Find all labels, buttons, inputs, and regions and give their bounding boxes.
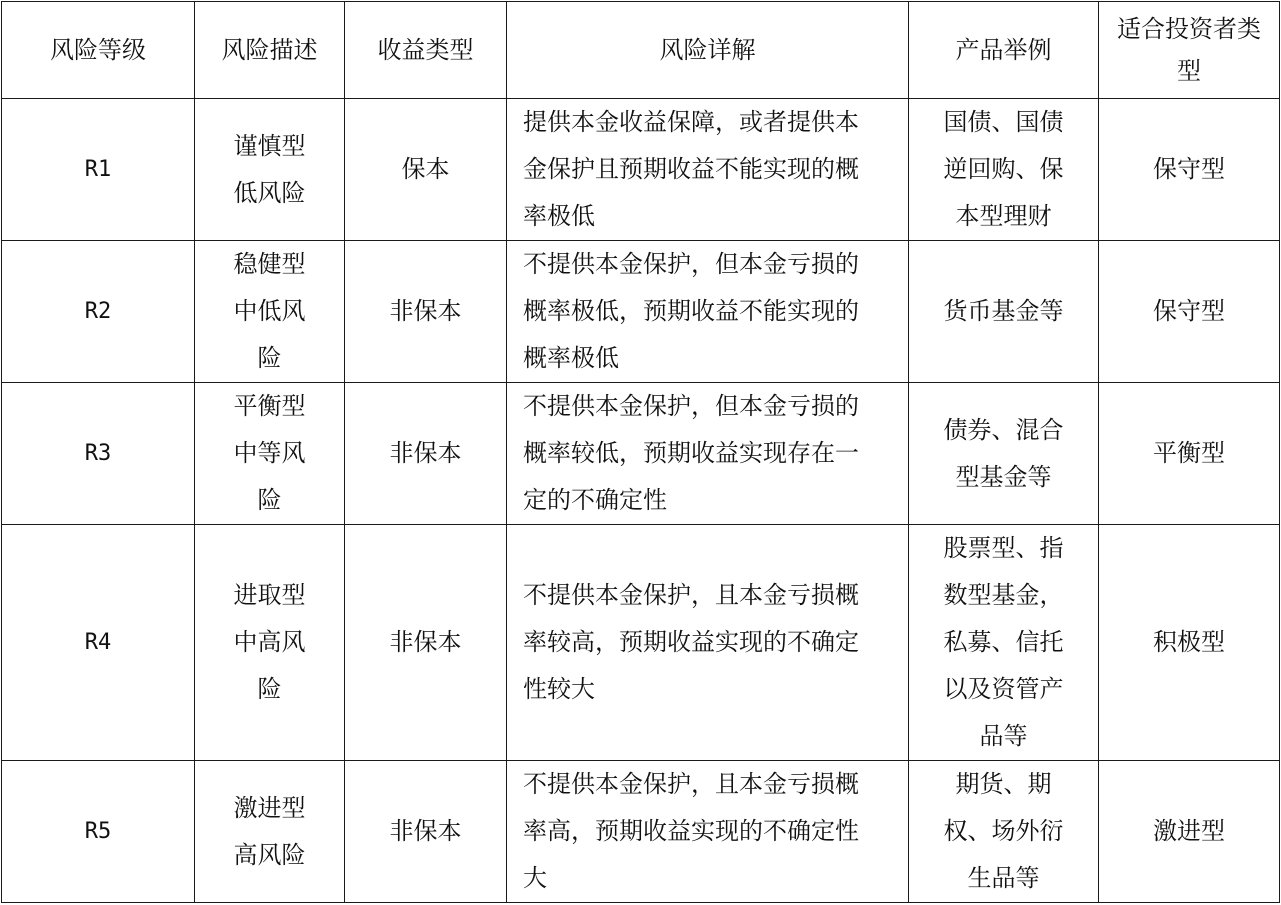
risk-description-cell: 激进型高风险	[195, 761, 345, 903]
investor-type-cell: 激进型	[1099, 761, 1280, 903]
table-row	[2, 99, 1280, 241]
risk-level-table	[1, 1, 1280, 903]
risk-description-cell: 谨慎型低风险	[195, 99, 345, 241]
risk-detail-cell: 不提供本金保护，且本金亏损概率高，预期收益实现的不确定性大	[507, 761, 909, 903]
table-row	[2, 383, 1280, 525]
header-risk-description: 风险描述	[195, 2, 345, 99]
investor-type-cell: 保守型	[1099, 241, 1280, 383]
risk-detail-cell: 不提供本金保护，但本金亏损的概率较低，预期收益实现存在一定的不确定性	[507, 383, 909, 525]
return-type-cell: 非保本	[345, 761, 507, 903]
risk-description-cell: 稳健型中低风险	[195, 241, 345, 383]
product-examples-cell: 国债、国债逆回购、保本型理财	[909, 99, 1099, 241]
table-row	[2, 525, 1280, 761]
risk-level-cell: R2	[2, 241, 195, 383]
investor-type-cell: 平衡型	[1099, 383, 1280, 525]
risk-level-cell: R1	[2, 99, 195, 241]
table-header-row	[2, 2, 1280, 99]
investor-type-cell: 积极型	[1099, 525, 1280, 761]
risk-detail-cell: 提供本金收益保障，或者提供本金保护且预期收益不能实现的概率极低	[507, 99, 909, 241]
header-return-type: 收益类型	[345, 2, 507, 99]
header-product-examples: 产品举例	[909, 2, 1099, 99]
table-row	[2, 761, 1280, 903]
product-examples-cell: 期货、期权、场外衍生品等	[909, 761, 1099, 903]
return-type-cell: 非保本	[345, 241, 507, 383]
risk-level-cell: R5	[2, 761, 195, 903]
risk-level-cell: R3	[2, 383, 195, 525]
return-type-cell: 保本	[345, 99, 507, 241]
product-examples-cell: 股票型、指数型基金，私募、信托以及资管产品等	[909, 525, 1099, 761]
risk-description-cell: 平衡型中等风险	[195, 383, 345, 525]
product-examples-cell: 债券、混合型基金等	[909, 383, 1099, 525]
investor-type-cell: 保守型	[1099, 99, 1280, 241]
risk-description-cell: 进取型中高风险	[195, 525, 345, 761]
risk-detail-cell: 不提供本金保护，但本金亏损的概率极低，预期收益不能实现的概率极低	[507, 241, 909, 383]
risk-detail-cell: 不提供本金保护，且本金亏损概率较高，预期收益实现的不确定性较大	[507, 525, 909, 761]
header-investor-type: 适合投资者类型	[1099, 2, 1280, 99]
return-type-cell: 非保本	[345, 383, 507, 525]
risk-level-cell: R4	[2, 525, 195, 761]
header-risk-level: 风险等级	[2, 2, 195, 99]
return-type-cell: 非保本	[345, 525, 507, 761]
product-examples-cell: 货币基金等	[909, 241, 1099, 383]
header-risk-detail: 风险详解	[507, 2, 909, 99]
table-row	[2, 241, 1280, 383]
